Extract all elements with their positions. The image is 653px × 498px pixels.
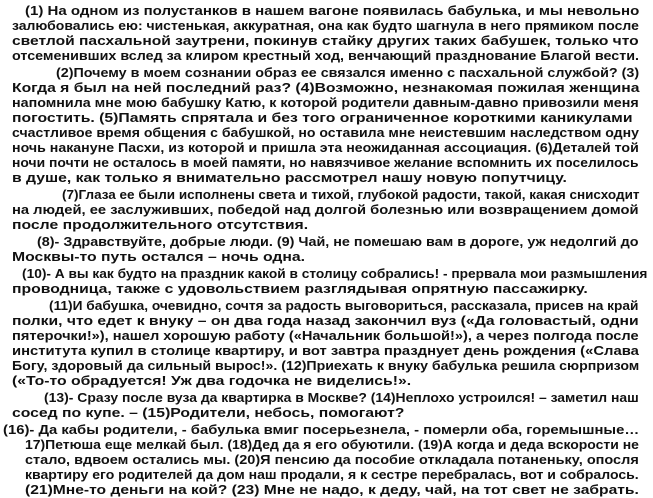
text-line: (2)Почему в моем сознании образ ее связался именно с пасхальной службой? (3) xyxy=(56,66,640,80)
text-line: квартиру его родителей да дом наш продали, я к сестре перебралась, вот и собралось. xyxy=(25,468,639,482)
text-line: Богу, здоровый да сильный вырос!». (12)Приехать к внуку бабулька решила сюрпризом xyxy=(12,359,640,373)
text-line: после продолжительного отсутствия. xyxy=(12,218,309,232)
text-line: (13)- Сразу после вуза да квартирка в Москве? (14)Неплохо устроился! – заметил наш xyxy=(44,391,639,405)
text-line: ночи почти не осталось в моей памяти, но навязчивое желание вспомнить их поселилось xyxy=(12,156,639,170)
text-line: в душе, как только я внимательно рассмотрел нашу новую попутчицу. xyxy=(12,171,567,185)
text-line: светлой пасхальной заутрени, покинув стайку других таких бабушек, только что xyxy=(12,34,639,48)
text-line: («То-то обрадуется! Уж два годочка не виделись!». xyxy=(12,374,412,388)
text-line: залюбовались ею: чистенькая, аккуратная, она как будто шагнула в него прямиком после xyxy=(12,19,639,33)
text-line: института купил в столице квартиру, и вот завтра празднует день рождения («Слава xyxy=(12,344,639,358)
text-line: (8)- Здравствуйте, добрые люди. (9) Чай, не помешаю вам в дороге, уж недолгий до xyxy=(37,235,639,249)
text-line: (7)Глаза ее были исполнены света и тихой, глубокой радости, такой, какая снисходит xyxy=(62,188,640,202)
text-line: (16)- Да кабы родители, - бабулька вмиг посерьезнела, - померли оба, горемышные… xyxy=(3,423,640,437)
text-line: напомнила мне мою бабушку Катю, к которой родители давным-давно привозили меня xyxy=(12,96,639,110)
text-line: стало, вдвоем остались мы. (20)Я пенсию да пособие откладала потаненьку, опосля xyxy=(25,453,639,467)
text-line: проводница, также с удовольствием разглядывая опрятную пассажирку. xyxy=(12,282,588,296)
text-line: сосед по купе. – (15)Родители, небось, помогают? xyxy=(12,406,405,420)
text-line: (1) На одном из полустанков в нашем вагоне появилась бабулька, и мы невольно xyxy=(25,4,640,18)
text-line: Москвы-то путь остался – ночь одна. xyxy=(12,250,306,264)
text-line: погостить. (5)Память спрятала и без того ограниченное короткими каникулами xyxy=(12,111,633,125)
text-line: счастливое время общения с бабушкой, но оставила мне неистевшим наследством одну xyxy=(12,126,639,140)
text-line: 17)Петюша еще мелкай был. (18)Дед да я его обуютили. (19)А когда и деда вскорости не xyxy=(25,438,639,452)
text-line: пятерочки!»), нашел хорошую работу («Начальник большой!»), а через полгода после xyxy=(12,329,639,343)
text-line: отсеменивших вслед за клиром крестный ход, венчающий празднование Благой вести. xyxy=(12,49,640,63)
text-line: (21)Мне-то деньги на кой? (23) Мне не надо, к деду, чай, на тот свет не забрать. xyxy=(25,483,639,497)
text-line: на людей, ее заслуживших, победой над долгой болезнью или возвращением домой xyxy=(12,203,639,217)
text-line: (11)И бабушка, очевидно, сочтя за радость выговориться, рассказала, присев на край xyxy=(49,299,639,313)
text-line: Когда я был на ней последний раз? (4)Возможно, незнакомая пожилая женщина xyxy=(12,81,640,95)
text-line: ночь накануне Пасхи, из которой и пришла эта неожиданная ассоциация. (6)Деталей той xyxy=(12,141,639,155)
text-line: (10)- А вы как будто на праздник какой в столицу собрались! - прервала мои размышления xyxy=(22,267,648,281)
text-line: полки, что едет к внуку – он два года назад закончил вуз («Да головастый, одни xyxy=(12,314,639,328)
